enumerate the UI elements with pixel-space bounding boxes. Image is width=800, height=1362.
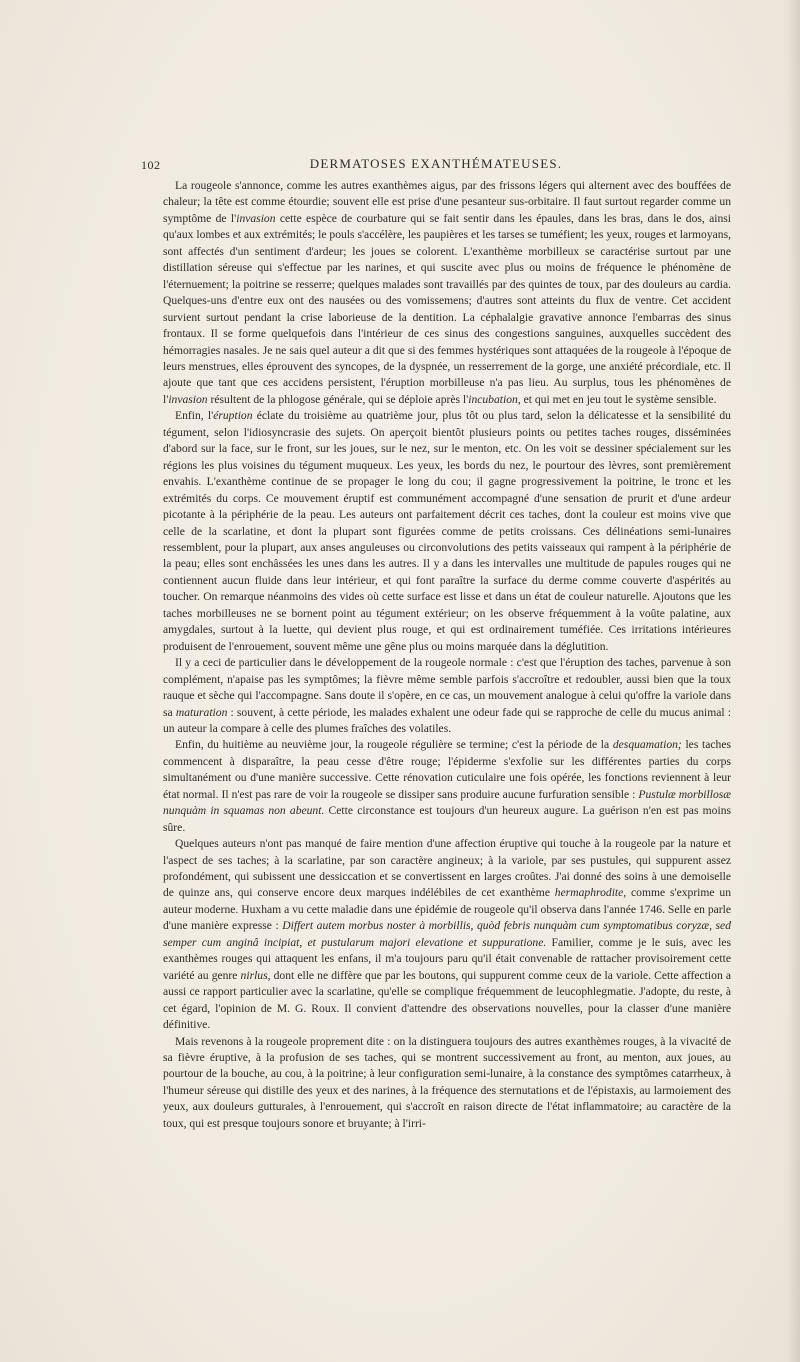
paragraph-eruptive-variety: [163, 836, 731, 1033]
text-run: Il y a ceci de particulier dans le développement de la rougeole normale : c'est que l'éruption des taches, parvenue à son complément, n'apaise pas les symptômes; la fièvre même semble parfois s'accroître et redoubler, aussi bien que la toux rauque et sèche qui l'accompagne. Sans doute il s'opère, en ce cas, un mouvement analogue à celui qu'offre la variole dans sa: [163, 656, 731, 719]
page-number: 102: [141, 158, 161, 172]
italic-run: incubation: [468, 392, 518, 406]
text-run: dont elle ne diffère que par les boutons, qui suppurent comme ceux de la variole. Cette affection a aussi ce rapport particulier avec la scarlatine, qu'elle se complique fréquemment de leucophlegmatie. J'adopte, du reste, à cet égard, l'opinion de M. G. Roux. Il convient d'attendre des observations nouvelles, pour la classer d'une manière définitive.: [163, 968, 731, 1032]
italic-run: Differt autem morbus noster à morbillis, quòd febris nunquàm cum symptomatibus coryzæ, sed semper cum anginâ incipiat, et pustularum majori elevatione et suppuratione.: [163, 919, 731, 949]
paragraph-invasion: [163, 178, 731, 408]
text-run: éclate du troisième au quatrième jour, plus tôt ou plus tard, selon la délicatesse et la sensibilité du tégument, selon l'idiosyncrasie des sujets. On aperçoit bientôt plusieurs points ou petites taches rouges, disséminées d'abord sur la face, sur le front, sur les joues, sur le nez, sur le menton, etc. On les voit se dessiner spécialement sur les régions les plus voisines du tégument muqueux. Les yeux, les bords du nez, le pourtour des lèvres, sont premièrement envahis. L'exanthème continue de se propager le long du cou; il gagne progressivement la poitrine, le tronc et les extrémités du corps. Ce mouvement éruptif est communément accompagné d'une sensation de prurit et d'une ardeur picotante à la périphérie de la peau. Les auteurs ont parfaitement décrit ces taches, dont la couleur est moins vive que celle de la scarlatine, et dont la plupart sont figurées comme de petits croissans. Ces délinéations semi-lunaires ressemblent, pour la plupart, aux anses anguleuses ou circonvolutions des petits vaisseaux qui rampent à la périphérie de la peau; elles sont enchâssées les unes dans les autres. Il y a dans les intervalles une multitude de papules rouges qui ne contiennent aucun fluide dans leur intérieur, et qui font paraître la surface du derme comme couverte d'aspérités au toucher. On remarque néanmoins des vides où cette surface est lisse et dans un état de couleur naturelle. Ajoutons que les taches morbilleuses ne se bornent point au tégument extérieur; on les observe fréquemment à la voûte palatine, aux amygdales, surtout à la luette, qui devient plus rouge, et qui est ordinairement tuméfiée. Ces irritations intérieures produisent de l'enrouement, souvent même une gêne plus ou moins marquée dans la déglutition.: [163, 409, 731, 653]
paragraph-eruption: [163, 408, 731, 655]
italic-run: nirlus,: [240, 968, 271, 982]
text-run: La rougeole s'annonce, comme les autres exanthèmes aigus, par des frissons légers qui alternent avec des bouffées de chaleur; la tête est comme étourdie; souvent elle est prise d'une pesanteur sus-orbitaire. Il faut surtout regarder comme un symptôme de l': [163, 179, 731, 225]
text-run: Mais revenons à la rougeole proprement dite : on la distinguera toujours des autres exanthèmes rouges, à la vivacité de sa fièvre éruptive, à la profusion de ses taches, qui se montrent successivement au front, au menton, aux joues, au pourtour de la bouche, au cou, à la poitrine; à leur configuration semi-lunaire, à la constance des symptômes catarrheux, à l'humeur séreuse qui distille des yeux et des narines, à la fréquence des sternutations et de l'épistaxis, au larmoiement des yeux, aux douleurs gutturales, à l'enrouement, qui s'accroît en raison directe de l'état inflammatoire; au caractère de la toux, qui est presque toujours sonore et bruyante; à l'irri-: [163, 1034, 731, 1130]
text-run: : souvent, à cette période, les malades exhalent une odeur fade qui se rapproche de celle du mucus animal : un auteur la compare à celle des plumes fraîches des volatiles.: [163, 705, 731, 735]
italic-run: invasion: [168, 392, 208, 406]
running-title: DERMATOSES EXANTHÉMATEUSES.: [309, 156, 563, 171]
paragraph-desquamation: [163, 737, 731, 836]
italic-run: hermaphrodite,: [554, 886, 627, 900]
italic-run: desquamation;: [612, 738, 682, 752]
italic-run: maturation: [175, 705, 228, 719]
italic-run: éruption: [213, 409, 253, 423]
page-header: [141, 156, 731, 176]
body-text: [163, 178, 731, 1132]
text-run: comme s'exprime un auteur moderne. Huxham a vu cette maladie dans une épidémie de rougeole qu'il observa dans l'année 1746. Selle en parle d'une manière expresse :: [163, 886, 731, 933]
text-run: Familier, comme je le suis, avec les exanthèmes rouges qui attaquent les enfans, il m'a toujours paru qu'il était convenable de rattacher provisoirement cette variété au genre: [163, 935, 731, 982]
text-run: Enfin, du huitième au neuvième jour, la rougeole régulière se termine; c'est la période de la: [175, 738, 613, 752]
italic-run: invasion: [236, 211, 276, 225]
text-run: Enfin, l': [175, 409, 214, 423]
text-run: Cette circonstance est toujours d'un heureux augure. La guérison n'en est pas moins sûre.: [163, 804, 731, 834]
paragraph-particularity: [163, 655, 731, 737]
page-edge-shadow: [786, 0, 800, 1362]
text-run: résultent de la phlogose générale, qui se déploie après l': [207, 392, 469, 406]
text-run: les taches commencent à disparaître, la peau cesse d'être rouge; l'épiderme s'exfolie sur les différentes parties du corps simultanément ou d'une manière successive. Cette rénovation cuticulaire une fois opérée, les fonctions reviennent à leur état normal. Il n'est pas rare de voir la rougeole se dissiper sans produire aucune furfuration sensible :: [163, 738, 731, 801]
paragraph-distinction: [163, 1034, 731, 1133]
text-run: , et qui met en jeu tout le système sensible.: [517, 392, 717, 406]
italic-run: Pustulæ morbillosæ nunquàm in squamas non abeunt.: [163, 787, 731, 818]
text-run: cette espèce de courbature qui se fait sentir dans les épaules, dans les bras, dans le dos, ainsi qu'aux lombes et aux extrémités; le pouls s'accélère, les paupières et les tarses se tuméfient; les yeux, rouges et larmoyans, sont affectés d'un sentiment d'ardeur; les joues se colorent. L'exanthème morbilleux se caractérise surtout par une distillation séreuse qui s'effectue par les narines, et qui suscite avec plus ou moins de fréquence le phénomène de l'éternuement; la poitrine se resserre; quelques malades sont travaillés par des quintes de toux, par des douleurs au cardia. Quelques-uns d'entre eux ont des nausées ou des vomissemens; d'autres sont atteints du flux de ventre. Cet accident survient surtout pendant la crise laborieuse de la dentition. La céphalalgie gravative annonce l'embarras des sinus frontaux. Il se forme quelquefois dans l'intérieur de ces sinus des congestions sanguines, auxquelles succèdent des hémorragies nasales. Je ne sais quel auteur a dit que si des femmes hystériques sont attaquées de la rougeole à l'époque de leurs menstrues, elles éprouvent des syncopes, de la dyspnée, un resserrement de la gorge, une anxiété précordiale, etc. Il ajoute que tant que ces accidens persistent, l'éruption morbilleuse n'a pas lieu. Au surplus, tous les phénomènes de l': [163, 211, 731, 406]
text-run: Quelques auteurs n'ont pas manqué de faire mention d'une affection éruptive qui touche à la rougeole par la nature et l'aspect de ses taches; à la scarlatine, par son caractère angineux; à la variole, par ses pustules, qui suppurent assez profondément, qui subissent une dessiccation et se convertissent en larges croûtes. J'ai donné des soins à une demoiselle de quinze ans, qui conserve encore deux marques indélébiles de cet exanthème: [163, 837, 731, 900]
